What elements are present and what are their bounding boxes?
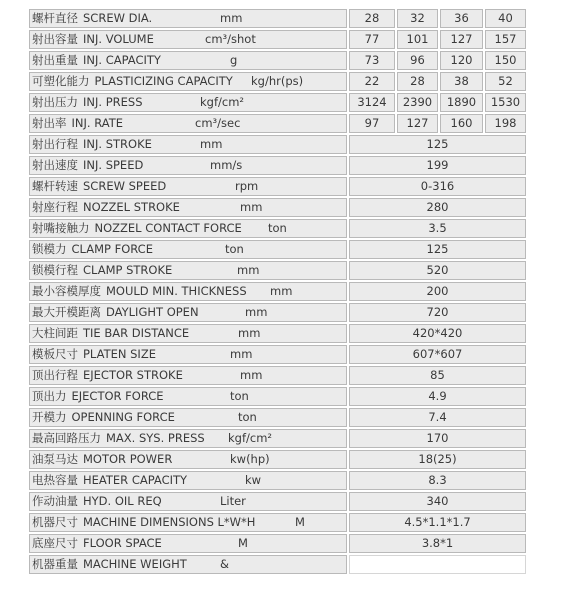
spec-value-cell: 127 (440, 30, 483, 49)
spec-chinese-label: 油泵马达 (32, 452, 78, 466)
spec-unit: mm (220, 11, 243, 25)
spec-chinese-label: 射出率 (32, 116, 67, 130)
spec-value-cell: 150 (485, 51, 526, 70)
spec-row (29, 93, 526, 112)
spec-unit: mm (240, 200, 263, 214)
spec-value-cell: 3.8*1 (349, 534, 526, 553)
spec-row (29, 51, 526, 70)
spec-label-cell (29, 177, 347, 196)
spec-label-cell (29, 72, 347, 91)
spec-label-cell (29, 429, 347, 448)
spec-unit: mm/s (210, 158, 243, 172)
spec-chinese-label: 射嘴接触力 (32, 221, 90, 235)
spec-label-cell (29, 324, 347, 343)
spec-value-cell: 40 (485, 9, 526, 28)
spec-row (29, 492, 526, 511)
spec-unit: ton (230, 389, 249, 403)
spec-label-cell (29, 450, 347, 469)
spec-english-label: DAYLIGHT OPEN (106, 305, 199, 319)
spec-label-cell (29, 555, 347, 574)
spec-chinese-label: 射座行程 (32, 200, 78, 214)
spec-english-label: INJ. STROKE (83, 137, 152, 151)
spec-english-label: CLAMP STROKE (83, 263, 173, 277)
spec-chinese-label: 最高回路压力 (32, 431, 101, 445)
spec-chinese-label: 机器尺寸 (32, 515, 78, 529)
spec-unit: mm (237, 263, 260, 277)
spec-label-cell (29, 345, 347, 364)
spec-value-cell: 280 (349, 198, 526, 217)
spec-english-label: INJ. CAPACITY (83, 53, 161, 67)
spec-value-cell: 127 (397, 114, 438, 133)
spec-row (29, 219, 526, 238)
spec-value-cell: 720 (349, 303, 526, 322)
spec-unit: g (230, 53, 238, 67)
spec-chinese-label: 模板尺寸 (32, 347, 78, 361)
spec-english-label: INJ. SPEED (83, 158, 144, 172)
spec-unit: ton (268, 221, 287, 235)
spec-label-cell (29, 9, 347, 28)
spec-label-cell (29, 492, 347, 511)
spec-value-cell: 3.5 (349, 219, 526, 238)
spec-row (29, 72, 526, 91)
spec-label-cell (29, 93, 347, 112)
spec-chinese-label: 螺杆直径 (32, 11, 78, 25)
spec-row (29, 555, 526, 574)
spec-value-cell: 85 (349, 366, 526, 385)
spec-label-cell (29, 240, 347, 259)
spec-row (29, 471, 526, 490)
spec-english-label: NOZZEL STROKE (83, 200, 180, 214)
spec-label-cell (29, 30, 347, 49)
spec-unit: cm³/shot (205, 32, 256, 46)
spec-english-label: MACHINE DIMENSIONS L*W*H (83, 515, 256, 529)
spec-value-cell: 420*420 (349, 324, 526, 343)
spec-unit: kgf/cm² (200, 95, 245, 109)
spec-label-cell (29, 513, 347, 532)
spec-unit: kgf/cm² (228, 431, 273, 445)
spec-row (29, 366, 526, 385)
spec-value-cell: 125 (349, 240, 526, 259)
spec-chinese-label: 大柱间距 (32, 326, 78, 340)
spec-row (29, 345, 526, 364)
spec-english-label: EJECTOR STROKE (83, 368, 183, 382)
spec-row (29, 513, 526, 532)
spec-english-label: MAX. SYS. PRESS (106, 431, 205, 445)
spec-value-cell: 198 (485, 114, 526, 133)
spec-chinese-label: 可塑化能力 (32, 74, 90, 88)
spec-label-cell (29, 282, 347, 301)
spec-value-cell: 18(25) (349, 450, 526, 469)
spec-value-cell: 96 (397, 51, 438, 70)
spec-unit: cm³/sec (195, 116, 241, 130)
spec-english-label: SCREW SPEED (83, 179, 167, 193)
spec-row (29, 261, 526, 280)
spec-value-cell: 0-316 (349, 177, 526, 196)
spec-chinese-label: 作动油量 (32, 494, 78, 508)
spec-chinese-label: 底座尺寸 (32, 536, 78, 550)
spec-chinese-label: 螺杆转速 (32, 179, 78, 193)
spec-row (29, 282, 526, 301)
spec-value-cell: 340 (349, 492, 526, 511)
spec-chinese-label: 电热容量 (32, 473, 78, 487)
spec-label-cell (29, 114, 347, 133)
spec-value-cell: 73 (349, 51, 395, 70)
spec-chinese-label: 射出行程 (32, 137, 78, 151)
spec-sheet (27, 7, 552, 576)
spec-row (29, 156, 526, 175)
spec-label-cell (29, 219, 347, 238)
spec-chinese-label: 射出压力 (32, 95, 78, 109)
spec-value-cell: 120 (440, 51, 483, 70)
spec-value-cell: 28 (349, 9, 395, 28)
spec-chinese-label: 射出重量 (32, 53, 78, 67)
spec-row (29, 303, 526, 322)
spec-row (29, 135, 526, 154)
spec-label-cell (29, 387, 347, 406)
spec-label-cell (29, 261, 347, 280)
spec-value-cell: 7.4 (349, 408, 526, 427)
spec-chinese-label: 最小容模厚度 (32, 284, 101, 298)
spec-row (29, 450, 526, 469)
spec-chinese-label: 锁模行程 (32, 263, 78, 277)
spec-unit: mm (270, 284, 293, 298)
spec-value-cell: 157 (485, 30, 526, 49)
spec-value-cell: 2390 (397, 93, 438, 112)
spec-unit: kw (245, 473, 262, 487)
spec-chinese-label: 机器重量 (32, 557, 78, 571)
spec-unit: M (295, 515, 305, 529)
spec-unit: ton (238, 410, 257, 424)
spec-english-label: HEATER CAPACITY (83, 473, 188, 487)
spec-unit: Liter (220, 494, 246, 508)
spec-value-cell: 22 (349, 72, 395, 91)
spec-label-cell (29, 408, 347, 427)
spec-row (29, 534, 526, 553)
spec-value-cell: 97 (349, 114, 395, 133)
spec-chinese-label: 顶出力 (32, 389, 67, 403)
spec-value-cell: 28 (397, 72, 438, 91)
spec-value-cell: 3124 (349, 93, 395, 112)
spec-row (29, 387, 526, 406)
spec-unit: mm (200, 137, 223, 151)
spec-unit: kw(hp) (230, 452, 270, 466)
spec-row (29, 30, 526, 49)
spec-label-cell (29, 51, 347, 70)
spec-row (29, 429, 526, 448)
spec-value-cell: 1890 (440, 93, 483, 112)
spec-label-cell (29, 471, 347, 490)
spec-value-cell: 125 (349, 135, 526, 154)
spec-unit: rpm (235, 179, 259, 193)
spec-value-cell: 8.3 (349, 471, 526, 490)
spec-label-cell (29, 366, 347, 385)
spec-chinese-label: 锁模力 (32, 242, 67, 256)
spec-chinese-label: 顶出行程 (32, 368, 78, 382)
spec-value-cell: 38 (440, 72, 483, 91)
spec-row (29, 9, 526, 28)
spec-chinese-label: 射出容量 (32, 32, 78, 46)
spec-english-label: INJ. VOLUME (83, 32, 154, 46)
spec-english-label: INJ. RATE (71, 116, 123, 130)
spec-label-cell (29, 135, 347, 154)
spec-english-label: TIE BAR DISTANCE (83, 326, 190, 340)
spec-unit: M (238, 536, 248, 550)
spec-row (29, 240, 526, 259)
spec-unit: & (220, 557, 229, 571)
spec-value-cell: 4.9 (349, 387, 526, 406)
spec-unit: mm (230, 347, 253, 361)
spec-english-label: MOULD MIN. THICKNESS (106, 284, 247, 298)
spec-table (27, 7, 528, 576)
spec-english-label: CLAMP FORCE (71, 242, 153, 256)
spec-unit: kg/hr(ps) (251, 74, 304, 88)
spec-value-cell: 4.5*1.1*1.7 (349, 513, 526, 532)
spec-unit: ton (225, 242, 244, 256)
spec-value-cell: 170 (349, 429, 526, 448)
spec-chinese-label: 射出速度 (32, 158, 78, 172)
spec-english-label: SCREW DIA. (83, 11, 153, 25)
spec-unit: mm (245, 305, 268, 319)
spec-english-label: MOTOR POWER (83, 452, 173, 466)
spec-row (29, 324, 526, 343)
spec-english-label: HYD. OIL REQ (83, 494, 162, 508)
spec-unit: mm (240, 368, 263, 382)
spec-value-cell: 200 (349, 282, 526, 301)
spec-value-cell: 101 (397, 30, 438, 49)
spec-value-cell: 520 (349, 261, 526, 280)
spec-value-cell (349, 555, 526, 574)
spec-row (29, 198, 526, 217)
spec-english-label: PLASTICIZING CAPACITY (94, 74, 233, 88)
spec-value-cell: 52 (485, 72, 526, 91)
spec-value-cell: 160 (440, 114, 483, 133)
spec-label-cell (29, 156, 347, 175)
spec-value-cell: 32 (397, 9, 438, 28)
spec-english-label: EJECTOR FORCE (71, 389, 164, 403)
spec-english-label: INJ. PRESS (83, 95, 143, 109)
spec-row (29, 408, 526, 427)
spec-value-cell: 1530 (485, 93, 526, 112)
spec-english-label: MACHINE WEIGHT (83, 557, 187, 571)
spec-english-label: OPENNING FORCE (71, 410, 175, 424)
spec-value-cell: 36 (440, 9, 483, 28)
spec-row (29, 114, 526, 133)
spec-chinese-label: 开模力 (32, 410, 67, 424)
spec-value-cell: 199 (349, 156, 526, 175)
spec-label-cell (29, 198, 347, 217)
spec-label-cell (29, 303, 347, 322)
spec-value-cell: 607*607 (349, 345, 526, 364)
spec-label-cell (29, 534, 347, 553)
spec-row (29, 177, 526, 196)
spec-english-label: NOZZEL CONTACT FORCE (94, 221, 242, 235)
spec-english-label: FLOOR SPACE (83, 536, 162, 550)
spec-unit: mm (238, 326, 261, 340)
spec-english-label: PLATEN SIZE (83, 347, 156, 361)
spec-chinese-label: 最大开模距离 (32, 305, 101, 319)
spec-value-cell: 77 (349, 30, 395, 49)
